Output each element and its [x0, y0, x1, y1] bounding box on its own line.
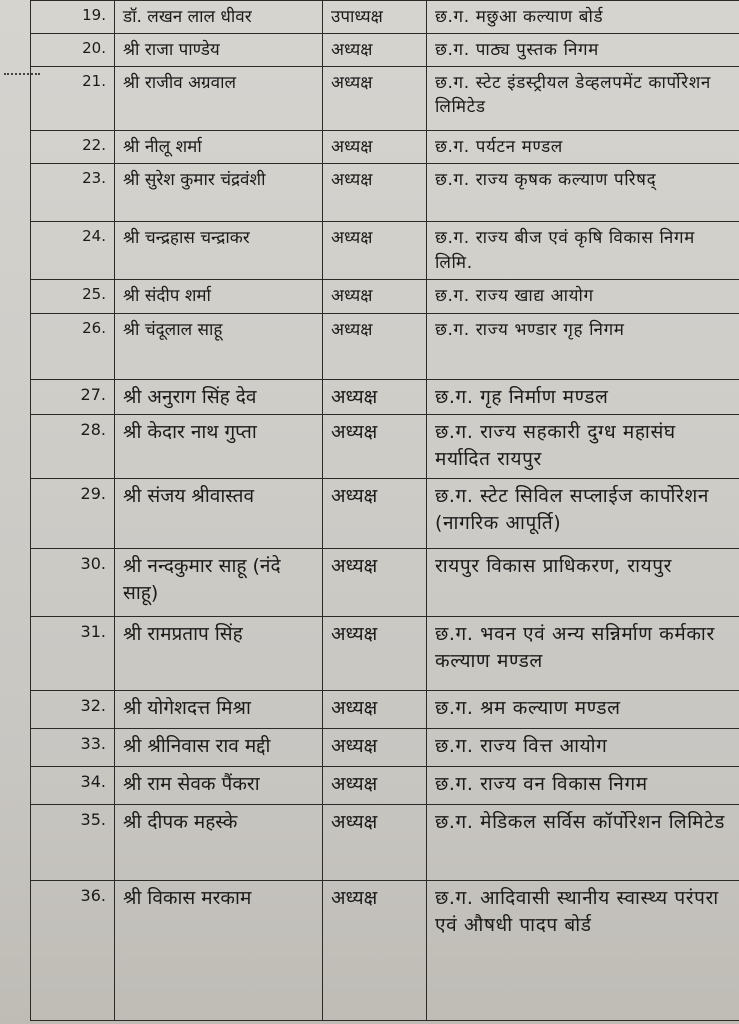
organization: छ.ग. राज्य वन विकास निगम: [427, 767, 739, 805]
person-name: श्री नन्दकुमार साहू (नंदे साहू): [115, 549, 323, 617]
person-name: श्री राजा पाण्डेय: [115, 34, 323, 67]
organization: छ.ग. आदिवासी स्थानीय स्वास्थ्य परंपरा एवं औषधी पादप बोर्ड: [427, 881, 739, 1021]
designation: अध्यक्ष: [323, 131, 427, 164]
organization: छ.ग. राज्य भण्डार गृह निगम: [427, 313, 739, 379]
table-row: [31, 131, 739, 164]
table-row: [31, 767, 739, 805]
table-row: [31, 729, 739, 767]
table-row: [31, 549, 739, 617]
organization: छ.ग. भवन एवं अन्य सन्निर्माण कर्मकार कल्याण मण्डल: [427, 617, 739, 691]
serial-number: 19.: [31, 1, 115, 34]
designation: अध्यक्ष: [323, 164, 427, 222]
serial-number: 30.: [31, 549, 115, 617]
serial-number: 21.: [31, 67, 115, 131]
serial-number: 34.: [31, 767, 115, 805]
organization: छ.ग. स्टेट सिविल सप्लाईज कार्पोरेशन (नागरिक आपूर्ति): [427, 479, 739, 549]
person-name: डॉ. लखन लाल धीवर: [115, 1, 323, 34]
person-name: श्री योगेशदत्त मिश्रा: [115, 691, 323, 729]
organization: छ.ग. राज्य सहकारी दुग्ध महासंघ मर्यादित रायपुर: [427, 415, 739, 479]
serial-number: 33.: [31, 729, 115, 767]
table-row: [31, 280, 739, 313]
designation: अध्यक्ष: [323, 729, 427, 767]
designation: अध्यक्ष: [323, 280, 427, 313]
organization: छ.ग. मेडिकल सर्विस कॉर्पोरेशन लिमिटेड: [427, 805, 739, 881]
organization: छ.ग. गृह निर्माण मण्डल: [427, 379, 739, 415]
table-row: [31, 1, 739, 34]
person-name: श्री संजय श्रीवास्तव: [115, 479, 323, 549]
organization: छ.ग. राज्य वित्त आयोग: [427, 729, 739, 767]
designation: अध्यक्ष: [323, 881, 427, 1021]
serial-number: 23.: [31, 164, 115, 222]
table-row: [31, 805, 739, 881]
appointments-table: [30, 0, 739, 1021]
table-row: [31, 379, 739, 415]
table-row: [31, 479, 739, 549]
serial-number: 29.: [31, 479, 115, 549]
organization: छ.ग. राज्य बीज एवं कृषि विकास निगम लिमि.: [427, 222, 739, 280]
organization: छ.ग. स्टेट इंडस्ट्रीयल डेव्हलपमेंट कार्पोरेशन लिमिटेड: [427, 67, 739, 131]
table-row: [31, 67, 739, 131]
appointments-table-body: [31, 1, 739, 1021]
table-row: [31, 34, 739, 67]
designation: अध्यक्ष: [323, 805, 427, 881]
person-name: श्री संदीप शर्मा: [115, 280, 323, 313]
person-name: श्री राम सेवक पैंकरा: [115, 767, 323, 805]
serial-number: 25.: [31, 280, 115, 313]
table-row: [31, 415, 739, 479]
table-row: [31, 164, 739, 222]
person-name: श्री नीलू शर्मा: [115, 131, 323, 164]
person-name: श्री विकास मरकाम: [115, 881, 323, 1021]
person-name: श्री केदार नाथ गुप्ता: [115, 415, 323, 479]
designation: अध्यक्ष: [323, 415, 427, 479]
serial-number: 22.: [31, 131, 115, 164]
designation: अध्यक्ष: [323, 34, 427, 67]
designation: अध्यक्ष: [323, 222, 427, 280]
table-row: [31, 313, 739, 379]
table-row: [31, 617, 739, 691]
person-name: श्री श्रीनिवास राव मद्दी: [115, 729, 323, 767]
designation: अध्यक्ष: [323, 691, 427, 729]
table-row: [31, 881, 739, 1021]
designation: अध्यक्ष: [323, 379, 427, 415]
organization: छ.ग. पाठ्य पुस्तक निगम: [427, 34, 739, 67]
serial-number: 28.: [31, 415, 115, 479]
designation: अध्यक्ष: [323, 67, 427, 131]
organization: छ.ग. राज्य कृषक कल्याण परिषद्: [427, 164, 739, 222]
designation: उपाध्यक्ष: [323, 1, 427, 34]
designation: अध्यक्ष: [323, 313, 427, 379]
person-name: श्री चन्द्रहास चन्द्राकर: [115, 222, 323, 280]
person-name: श्री सुरेश कुमार चंद्रवंशी: [115, 164, 323, 222]
person-name: श्री अनुराग सिंह देव: [115, 379, 323, 415]
serial-number: 36.: [31, 881, 115, 1021]
designation: अध्यक्ष: [323, 767, 427, 805]
designation: अध्यक्ष: [323, 617, 427, 691]
organization: छ.ग. राज्य खाद्य आयोग: [427, 280, 739, 313]
designation: अध्यक्ष: [323, 549, 427, 617]
serial-number: 35.: [31, 805, 115, 881]
organization: छ.ग. मछुआ कल्याण बोर्ड: [427, 1, 739, 34]
organization: छ.ग. पर्यटन मण्डल: [427, 131, 739, 164]
serial-number: 27.: [31, 379, 115, 415]
organization: छ.ग. श्रम कल्याण मण्डल: [427, 691, 739, 729]
serial-number: 31.: [31, 617, 115, 691]
designation: अध्यक्ष: [323, 479, 427, 549]
table-row: [31, 691, 739, 729]
person-name: श्री दीपक महस्के: [115, 805, 323, 881]
serial-number: 32.: [31, 691, 115, 729]
serial-number: 26.: [31, 313, 115, 379]
person-name: श्री राजीव अग्रवाल: [115, 67, 323, 131]
serial-number: 24.: [31, 222, 115, 280]
organization: रायपुर विकास प्राधिकरण, रायपुर: [427, 549, 739, 617]
person-name: श्री रामप्रताप सिंह: [115, 617, 323, 691]
person-name: श्री चंदूलाल साहू: [115, 313, 323, 379]
serial-number: 20.: [31, 34, 115, 67]
table-row: [31, 222, 739, 280]
